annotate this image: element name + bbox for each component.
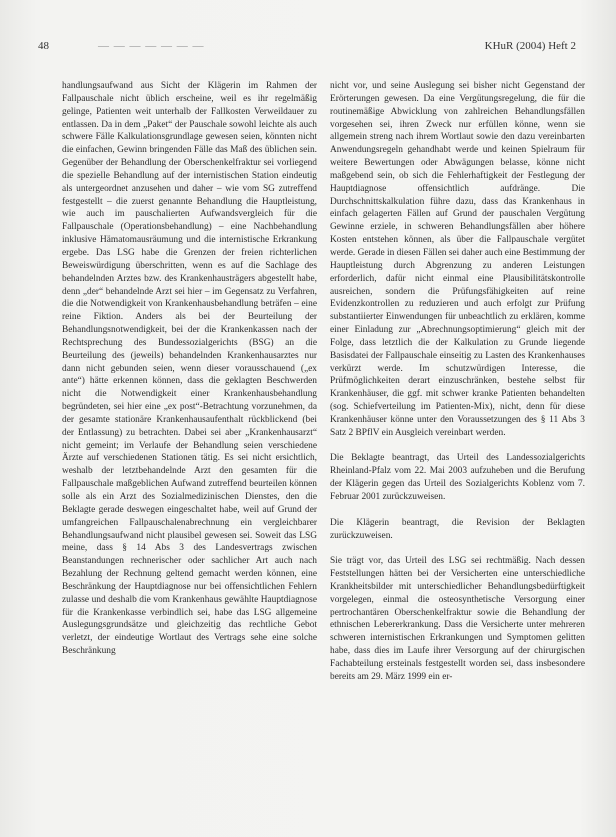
paragraph: Die Beklagte beantragt, das Urteil des Landessozialgerichts Rheinland-Pfalz vom 22. Mai 2003 aufzuheben und die Berufung der Klägerin gegen das Urteil des Sozialgerichts Koblenz vom 7. Februar 2001 zurückzuweisen. [330,453,585,502]
header-rule: — — — — — — — [98,40,205,52]
page-header [38,40,576,56]
left-column [62,80,317,820]
paragraph: handlungsaufwand aus Sicht der Klägerin im Rahmen der Fallpauschale nicht üblich erscheine, weil es ihr regelmäßig gelinge, Patienten weit unterhalb der Fallkosten Verweildauer zu entlassen. Da in dem „Paket“ der Pauschale sowohl leichte als auch schwere Fälle Kalkulationsgrundlage gewesen seien, könnten nicht die einfachen, Gewinn bringenden Fälle das Maß des üblichen sein. Gegenüber der Behandlung der Oberschenkelfraktur sei vorliegend die spezielle Behandlung auf der internistischen Station eindeutig als untergeordnet anzusehen und daher – wie vom SG zutreffend festgestellt – die zuerst genannte Behandlung die Hauptleistung, wie auch im pauschalierten Aufwandsvergleich für die Fallpauschale (Operationsbehandlung) – eine Nachbehandlung inklusive Hämatomausräumung und die internistische Erkrankung ergebe. Das LSG habe die Grenzen der freien richterlichen Beweiswürdigung überschritten, wenn es auf die Sachlage des behandelnden Arztes bzw. des Krankenhausträgers abgestellt habe, denn „der“ behandelnde Arzt sei hier – im Gegensatz zu Verfahren, die die Notwendigkeit von Krankenhausbehandlung beträfen – eine reine Fiktion. Anders als bei der Beurteilung der Behandlungsnotwendigkeit, bei der die Krankenkassen nach der Rechtsprechung des Bundessozialgerichts (BSG) an die Beurteilung des (jeweils) behandelnden Krankenhausarztes nur dann nicht gebunden seien, wenn dieser vorausschauend („ex ante“) hätte erkennen können, dass die geklagten Beschwerden nicht die Notwendigkeit einer Krankenhausbehandlung begründeten, sei hier eine „ex post“-Betrachtung vorzunehmen, da der gesamte stationäre Krankenhausaufenthalt rückblickend (bei der Entlassung) zu betrachten. Dabei sei aber „Krankenhausarzt“ nicht gemeint; im Verlaufe der Behandlung seien verschiedene Ärzte auf verschiedenen Stationen tätig. Es sei nicht ersichtlich, weshalb der letztbehandelnde Arzt den gesamten für die Fallpauschale maßgeblichen Aufwand zutreffend beurteilen können solle als ein Arzt des Sozialmedizinischen Dienstes, den die Beklagte gerade deswegen eingeschaltet habe, weil auf Grund der umfangreichen Fallpauschalenabrechnung ein vergleichbarer Behandlungsaufwand nicht plausibel gewesen sei. Soweit das LSG meine, dass § 14 Abs 3 des Landesvertrags zwischen Beanstandungen rechnerischer oder sachlicher Art auch nach Bezahlung der Rechnung geltend gemacht werden können, eine Beschränkung der Hauptdiagnose nur bei offensichtlichen Fehlern zulasse und deshalb die vom Krankenhaus gewählte Hauptdiagnose für die Krankenkasse verbindlich sei, habe das LSG allgemeine Auslegungsgrundsätze und gleichzeitig das rechtliche Gebot verletzt, der eindeutige Wortlaut des Vertrags sehe eine solche Beschränkung [62,81,317,657]
journal-reference: KHuR (2004) Heft 2 [484,40,576,52]
paragraph: Die Klägerin beantragt, die Revision der Beklagten zurückzuweisen. [330,517,585,541]
paragraph: nicht vor, und seine Auslegung sei bisher nicht Gegenstand der Erörterungen gewesen. Da eine Vergütungsregelung, die für die routinemäßige Abwicklung von zahlreichen Behandlungsfällen vorgesehen sei, ihren Zweck nur erfüllen könne, wenn sie allgemein streng nach ihrem Wortlaut sowie den dazu vereinbarten Anwendungsregeln gehandhabt werde und keinen Spielraum für weitere Bewertungen oder Abwägungen belasse, könne nicht maßgebend sein, ob sich die Fehlerhaftigkeit der Festlegung der Hauptdiagnose offensichtlich aufdränge. Die Durchschnittskalkulation führe dazu, dass das Krankenhaus in einfach gelagerten Fällen auf Grund der pauschalen Vergütung Gewinne erziele, in schweren Behandlungsfällen aber höhere Kosten entstehen können, als über die Fallpauschale vergütet werde. Gerade in diesen Fällen sei daher auch eine Bestimmung der Hauptleistung durch Abgrenzung zu anderen Leistungen erforderlich, dafür nicht einmal eine Plausibilitätskontrolle ausreichen, sondern die Prüfungsfähigkeiten auf reine Evidenzkontrollen zu reduzieren und auch erfolgt zur Prüfung substantiierter Einwendungen für unbeachtlich zu erklären, komme einer Einladung zur „Abrechnungsoptimierung“ gleich mit der Folge, dass letztlich die der Kalkulation zu Grunde liegende Basisdatei der Fallpauschale einseitig zu Lasten des Krankenhauses verkürzt werde. Im schutzwürdigen Interesse, die Prüfmöglichkeiten derart einzuschränken, bestehe selbst für Krankenhäuser, die ggf. mit schwer kranke Patienten behandelten (sog. Schiefverteilung im Patienten-Mix), nicht, denn für diese Krankenhäuser könne unter den Voraussetzungen des § 11 Abs 3 Satz 2 BPflV ein Ausgleich vereinbart werden. [330,81,585,438]
paragraph: Sie trägt vor, das Urteil des LSG sei rechtmäßig. Nach dessen Feststellungen hätten bei der Versicherten eine unterschiedliche Krankheitsbilder mit unterschiedlicher Behandlungsbedürftigkeit vorgelegen, einmal die osteosynthetische Versorgung einer pertrochantären Oberschenkelfraktur sowie die Behandlung der ethnischen Lebererkrankung. Dass die Versicherte unter mehreren schweren internistischen Erkrankungen und Symptomen gelitten habe, dass dies im Laufe ihrer Versorgung auf der chirurgischen Fachabteilung ersteinals festgestellt worden sei, dass insbesondere bereits am 29. März 1999 ein er- [330,556,585,682]
page-number: 48 [38,40,49,52]
right-column [330,80,585,820]
